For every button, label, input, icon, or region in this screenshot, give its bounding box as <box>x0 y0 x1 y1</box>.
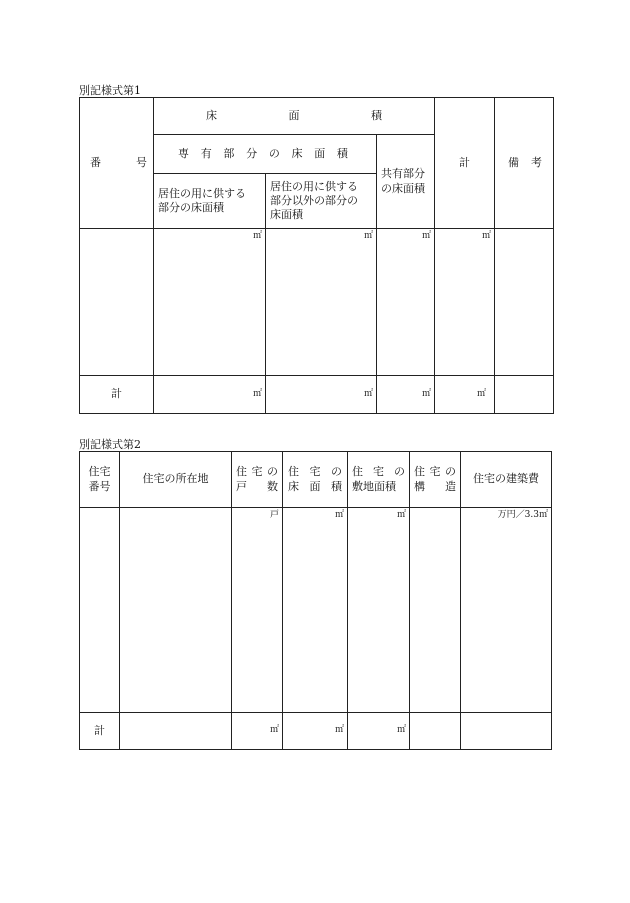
header-floor-area: 床 面 積 <box>154 98 435 135</box>
body-location-cell[interactable] <box>120 508 232 713</box>
header-non-residential-floor-area: 居住の用に供する 部分以外の部分の 床面積 <box>266 174 377 229</box>
total-site-area-cell[interactable]: ㎡ <box>348 713 410 750</box>
total-row-label: 計 <box>80 713 120 750</box>
body-total-cell[interactable]: ㎡ <box>435 229 495 376</box>
header-location: 住宅の所在地 <box>120 452 232 508</box>
header-common-floor-area: 共有部分 の床面積 <box>377 135 435 229</box>
body-floor-area-cell[interactable]: ㎡ <box>283 508 348 713</box>
body-non-residential-cell[interactable]: ㎡ <box>266 229 377 376</box>
header-exclusive-floor-area: 専 有 部 分 の 床 面 積 <box>154 135 377 174</box>
body-common-cell[interactable]: ㎡ <box>377 229 435 376</box>
total-residential-cell[interactable]: ㎡ <box>154 376 266 414</box>
total-structure-cell[interactable] <box>410 713 461 750</box>
body-structure-cell[interactable] <box>410 508 461 713</box>
body-site-area-cell[interactable]: ㎡ <box>348 508 410 713</box>
total-units-cell[interactable]: ㎡ <box>232 713 283 750</box>
form1-table <box>79 97 554 414</box>
body-number-cell[interactable] <box>80 229 154 376</box>
body-remarks-cell[interactable] <box>495 229 554 376</box>
form1-caption: 別記様式第1 <box>79 84 141 97</box>
header-units: 住 宅 の 戸 数 <box>232 452 283 508</box>
header-number: 番 号 <box>80 98 154 229</box>
body-residential-cell[interactable]: ㎡ <box>154 229 266 376</box>
header-construction-cost: 住宅の建築費 <box>461 452 552 508</box>
header-structure: 住 宅 の 構 造 <box>410 452 461 508</box>
header-residential-floor-area: 居住の用に供する 部分の床面積 <box>154 174 266 229</box>
body-construction-cost-cell[interactable]: 万円／3.3㎡ <box>461 508 552 713</box>
total-location-cell[interactable] <box>120 713 232 750</box>
table-row <box>80 508 552 713</box>
total-common-cell[interactable]: ㎡ <box>377 376 435 414</box>
total-construction-cost-cell[interactable] <box>461 713 552 750</box>
body-units-cell[interactable]: 戸 <box>232 508 283 713</box>
total-non-residential-cell[interactable]: ㎡ <box>266 376 377 414</box>
header-remarks: 備 考 <box>495 98 554 229</box>
table-row <box>80 713 552 750</box>
header-site-area: 住 宅 の 敷地面積 <box>348 452 410 508</box>
form2-caption: 別記様式第2 <box>79 438 141 451</box>
total-floor-area-cell[interactable]: ㎡ <box>283 713 348 750</box>
header-house-number: 住宅 番号 <box>80 452 120 508</box>
total-total-cell[interactable]: ㎡ <box>435 376 495 414</box>
total-remarks-cell[interactable] <box>495 376 554 414</box>
table-row <box>80 229 554 376</box>
form2-table <box>79 451 552 750</box>
total-row-label: 計 <box>80 376 154 414</box>
header-total: 計 <box>435 98 495 229</box>
body-house-number-cell[interactable] <box>80 508 120 713</box>
header-floor-area: 住 宅 の 床 面 積 <box>283 452 348 508</box>
table-row <box>80 376 554 414</box>
